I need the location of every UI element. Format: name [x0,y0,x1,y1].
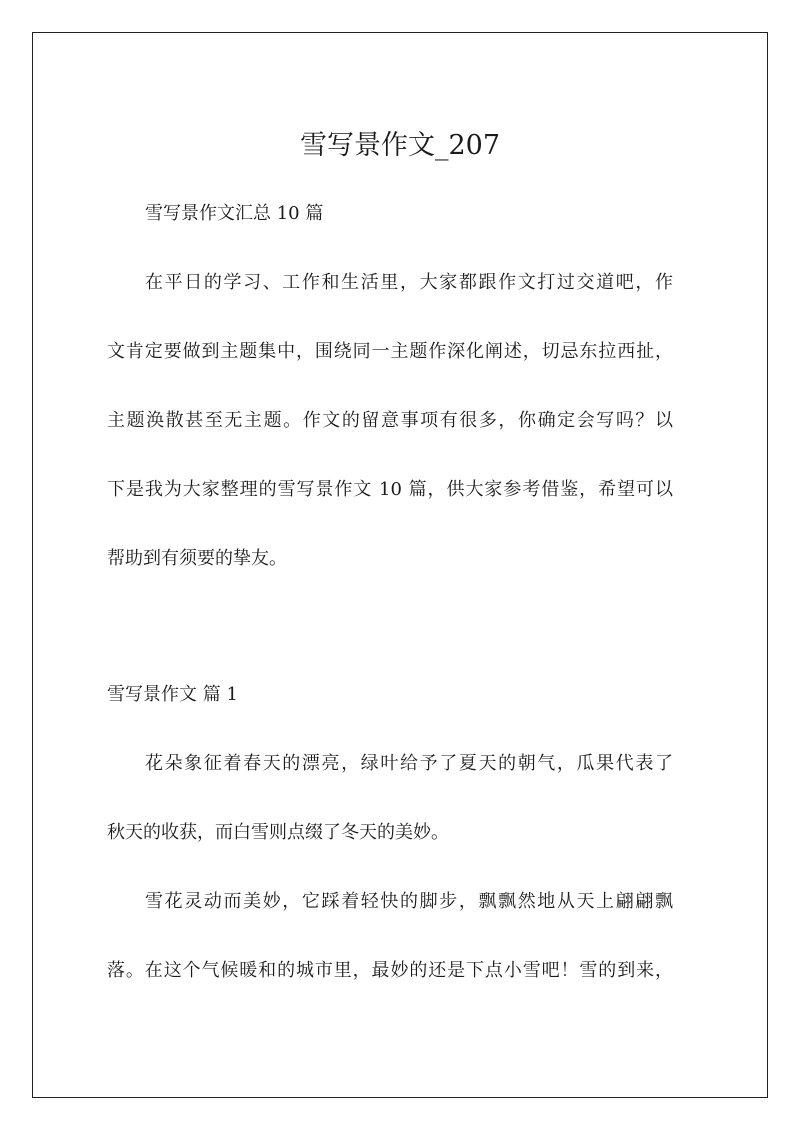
section-heading: 雪写景作文 篇 1 [107,684,238,705]
intro-line-3: 主题涣散甚至无主题。作文的留意事项有很多，你确定会写吗？以 [107,410,673,431]
intro-line-2: 文肯定要做到主题集中，围绕同一主题作深化阐述，切忌东拉西扯， [107,341,673,362]
intro-line-5: 帮助到有须要的挚友。 [107,548,287,569]
document-subtitle: 雪写景作文汇总 10 篇 [145,203,324,224]
intro-line-4: 下是我为大家整理的雪写景作文 10 篇，供大家参考借鉴，希望可以 [107,479,673,500]
paragraph2-line-2: 落。在这个气候暖和的城市里，最妙的还是下点小雪吧！雪的到来， [107,960,673,981]
paragraph1-line-1: 花朵象征着春天的漂亮，绿叶给予了夏天的朝气，瓜果代表了 [145,753,673,774]
intro-line-1: 在平日的学习、工作和生活里，大家都跟作文打过交道吧，作 [145,272,673,293]
document-title: 雪写景作文_207 [299,130,501,161]
paragraph2-line-1: 雪花灵动而美妙，它踩着轻快的脚步，飘飘然地从天上翩翩飘 [145,891,673,912]
paragraph1-line-2: 秋天的收获，而白雪则点缀了冬天的美妙。 [107,822,449,843]
